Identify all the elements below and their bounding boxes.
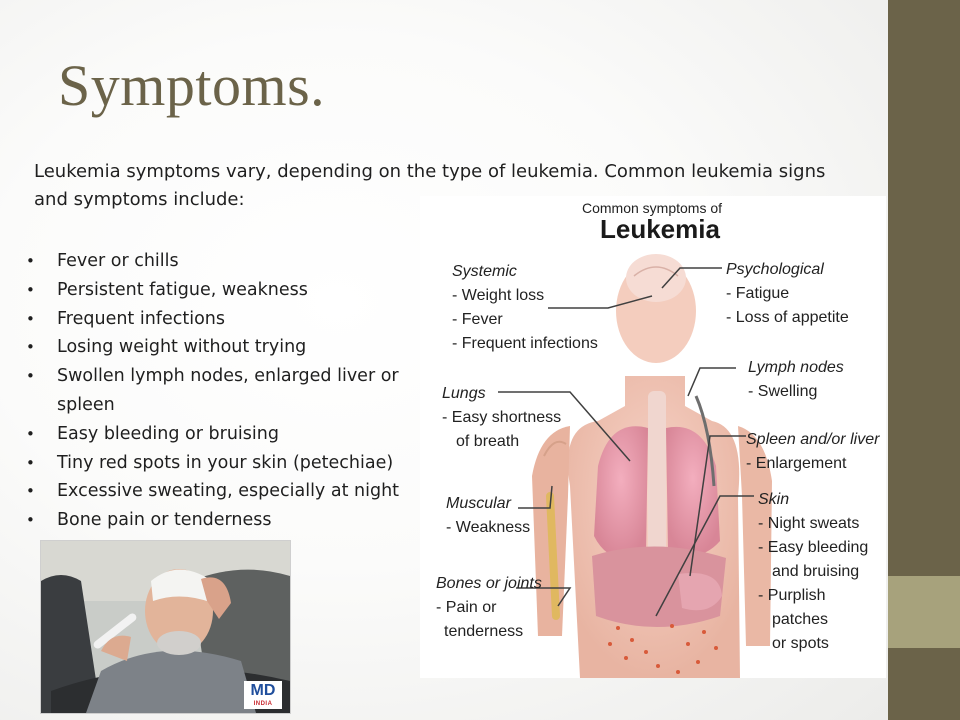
diagram-title-line1: Common symptoms of <box>582 200 723 216</box>
label-lungs: Lungs - Easy shortness of breath <box>442 385 562 450</box>
label-muscular: Muscular - Weakness <box>446 495 531 536</box>
label-psychological: Psychological - Fatigue - Loss of appetite <box>726 261 849 326</box>
intro-paragraph: Leukemia symptoms vary, depending on the type of leukemia. Common leukemia signs and symptoms include: <box>34 161 826 210</box>
symptom-list <box>26 247 436 535</box>
list-item: • Easy bleeding or bruising <box>26 420 436 449</box>
list-item: • Persistent fatigue, weakness <box>26 276 436 305</box>
diagram-title-line2: Leukemia <box>600 214 720 244</box>
md-india-logo: MD INDIA <box>244 681 282 709</box>
decorative-side-accent <box>888 576 960 648</box>
label-bones: Bones or joints - Pain or tenderness <box>436 575 542 640</box>
label-skin: Skin - Night sweats - Easy bleeding and bruising - Purplish patches or spots <box>758 491 869 652</box>
slide-title: Symptoms. <box>58 53 326 118</box>
list-item: • Losing weight without trying <box>26 333 436 362</box>
label-systemic: Systemic - Weight loss - Fever - Frequent infections <box>452 263 598 352</box>
label-spleen-liver: Spleen and/or liver - Enlargement <box>746 431 880 472</box>
list-item: • Bone pain or tenderness <box>26 506 436 535</box>
list-item: • Frequent infections <box>26 305 436 334</box>
list-item: • Fever or chills <box>26 247 436 276</box>
label-lymph-nodes: Lymph nodes - Swelling <box>748 359 844 400</box>
list-item: • Swollen lymph nodes, enlarged liver or spleen <box>26 362 436 420</box>
sick-man-photo <box>40 540 291 714</box>
leukemia-symptoms-diagram <box>420 196 886 678</box>
list-item: • Excessive sweating, especially at night <box>26 477 436 506</box>
list-item: • Tiny red spots in your skin (petechiae) <box>26 449 436 478</box>
